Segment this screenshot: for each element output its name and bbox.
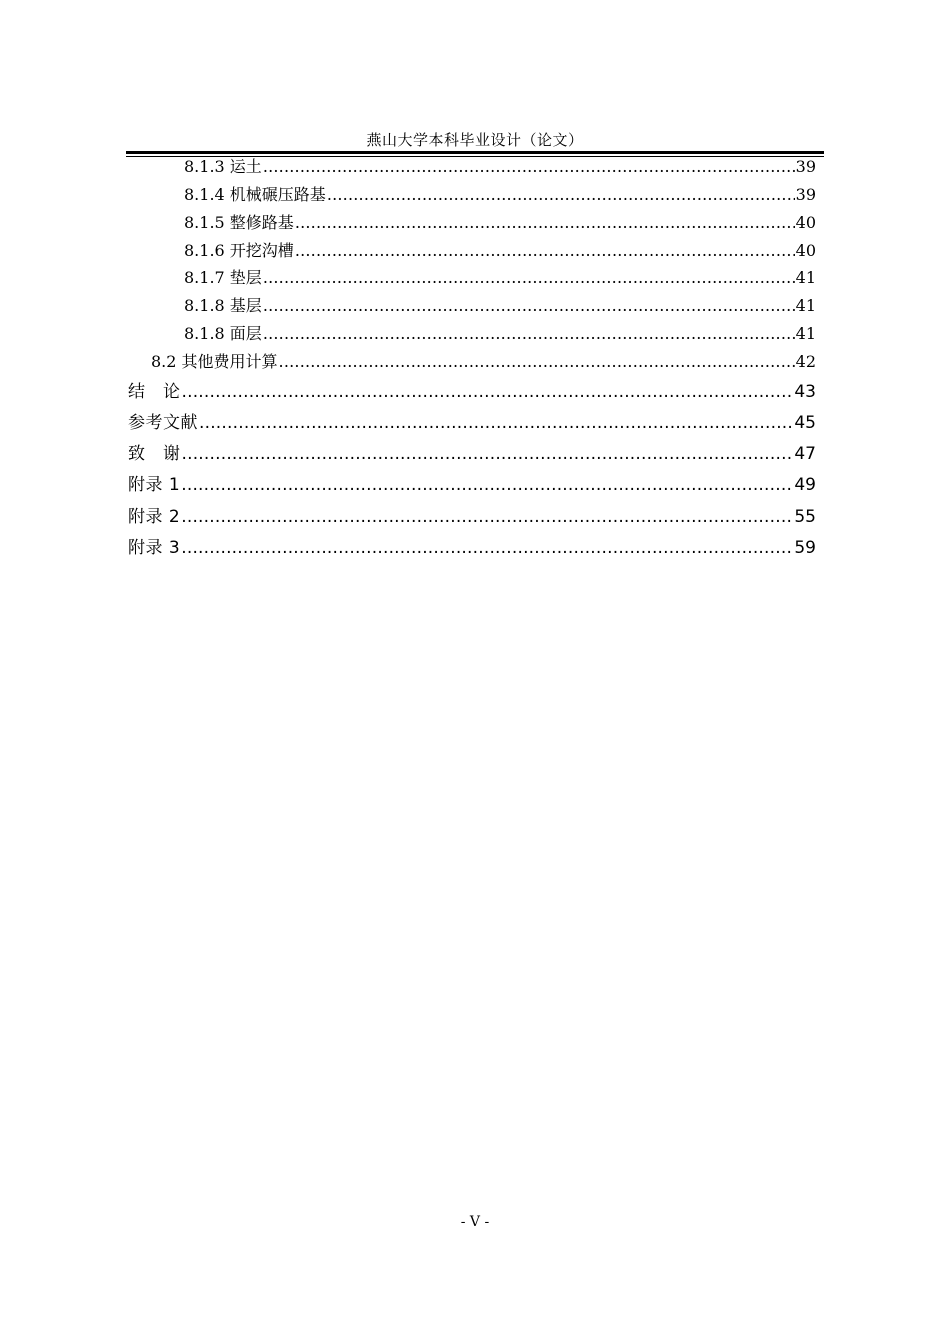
toc-entry-label: 附录 2 — [128, 507, 181, 527]
toc-entry — [128, 535, 816, 561]
toc-entry-label: 附录 3 — [128, 538, 181, 558]
toc-entry-page: 39 — [795, 157, 816, 176]
toc-leader-dots — [181, 504, 793, 530]
toc-entry — [184, 183, 816, 207]
toc-leader-dots — [199, 410, 793, 436]
toc-entry — [128, 410, 816, 436]
toc-leader-dots — [279, 350, 795, 374]
toc-entry-label: 8.1.3 运土 — [184, 157, 262, 176]
toc-entry-page: 43 — [794, 382, 816, 402]
toc-entry-label: 8.1.5 整修路基 — [184, 213, 294, 232]
page-number-footer: - V - — [460, 1214, 490, 1230]
toc-leader-dots — [327, 183, 795, 207]
toc-entry-page: 59 — [794, 538, 816, 558]
table-of-contents — [0, 0, 950, 600]
toc-entry-label: 附录 1 — [128, 475, 181, 495]
toc-leader-dots — [182, 441, 794, 467]
toc-entry-page: 42 — [795, 352, 816, 371]
toc-leader-dots — [263, 155, 795, 179]
toc-entry-label: 8.1.8 基层 — [184, 296, 262, 315]
toc-entry — [184, 266, 816, 290]
toc-leader-dots — [295, 239, 795, 263]
toc-entry-label: 参考文献 — [128, 413, 198, 433]
toc-entry — [184, 239, 816, 263]
toc-entry-label: 致 谢 — [128, 444, 181, 464]
toc-entry-page: 40 — [795, 241, 816, 260]
toc-entry-page: 49 — [794, 475, 816, 495]
toc-entry-page: 40 — [795, 213, 816, 232]
toc-leader-dots — [182, 379, 794, 405]
toc-entry-label: 8.1.8 面层 — [184, 324, 262, 343]
toc-leader-dots — [263, 294, 795, 318]
toc-entry — [184, 322, 816, 346]
toc-entry — [128, 472, 816, 498]
toc-entry-page: 55 — [794, 507, 816, 527]
toc-entry-label: 8.1.6 开挖沟槽 — [184, 241, 294, 260]
toc-leader-dots — [181, 472, 793, 498]
toc-leader-dots — [181, 535, 793, 561]
toc-entry — [128, 379, 816, 405]
toc-leader-dots — [263, 266, 795, 290]
toc-entry-page: 47 — [794, 444, 816, 464]
toc-entry-label: 8.2 其他费用计算 — [151, 352, 278, 371]
toc-entry — [128, 504, 816, 530]
toc-entry-page: 41 — [795, 268, 816, 287]
toc-entry — [128, 441, 816, 467]
toc-leader-dots — [295, 211, 795, 235]
running-header: 燕山大学本科毕业设计（论文） — [366, 131, 584, 149]
toc-entry-page: 45 — [794, 413, 816, 433]
toc-entry-label: 结 论 — [128, 382, 181, 402]
toc-entry-label: 8.1.4 机械碾压路基 — [184, 185, 326, 204]
toc-entry — [184, 211, 816, 235]
toc-leader-dots — [263, 322, 795, 346]
toc-entry — [184, 155, 816, 179]
toc-entry-page: 41 — [795, 324, 816, 343]
toc-entry — [151, 350, 816, 374]
toc-entry-page: 41 — [795, 296, 816, 315]
toc-entry — [184, 294, 816, 318]
toc-entry-page: 39 — [795, 185, 816, 204]
toc-entry-label: 8.1.7 垫层 — [184, 268, 262, 287]
